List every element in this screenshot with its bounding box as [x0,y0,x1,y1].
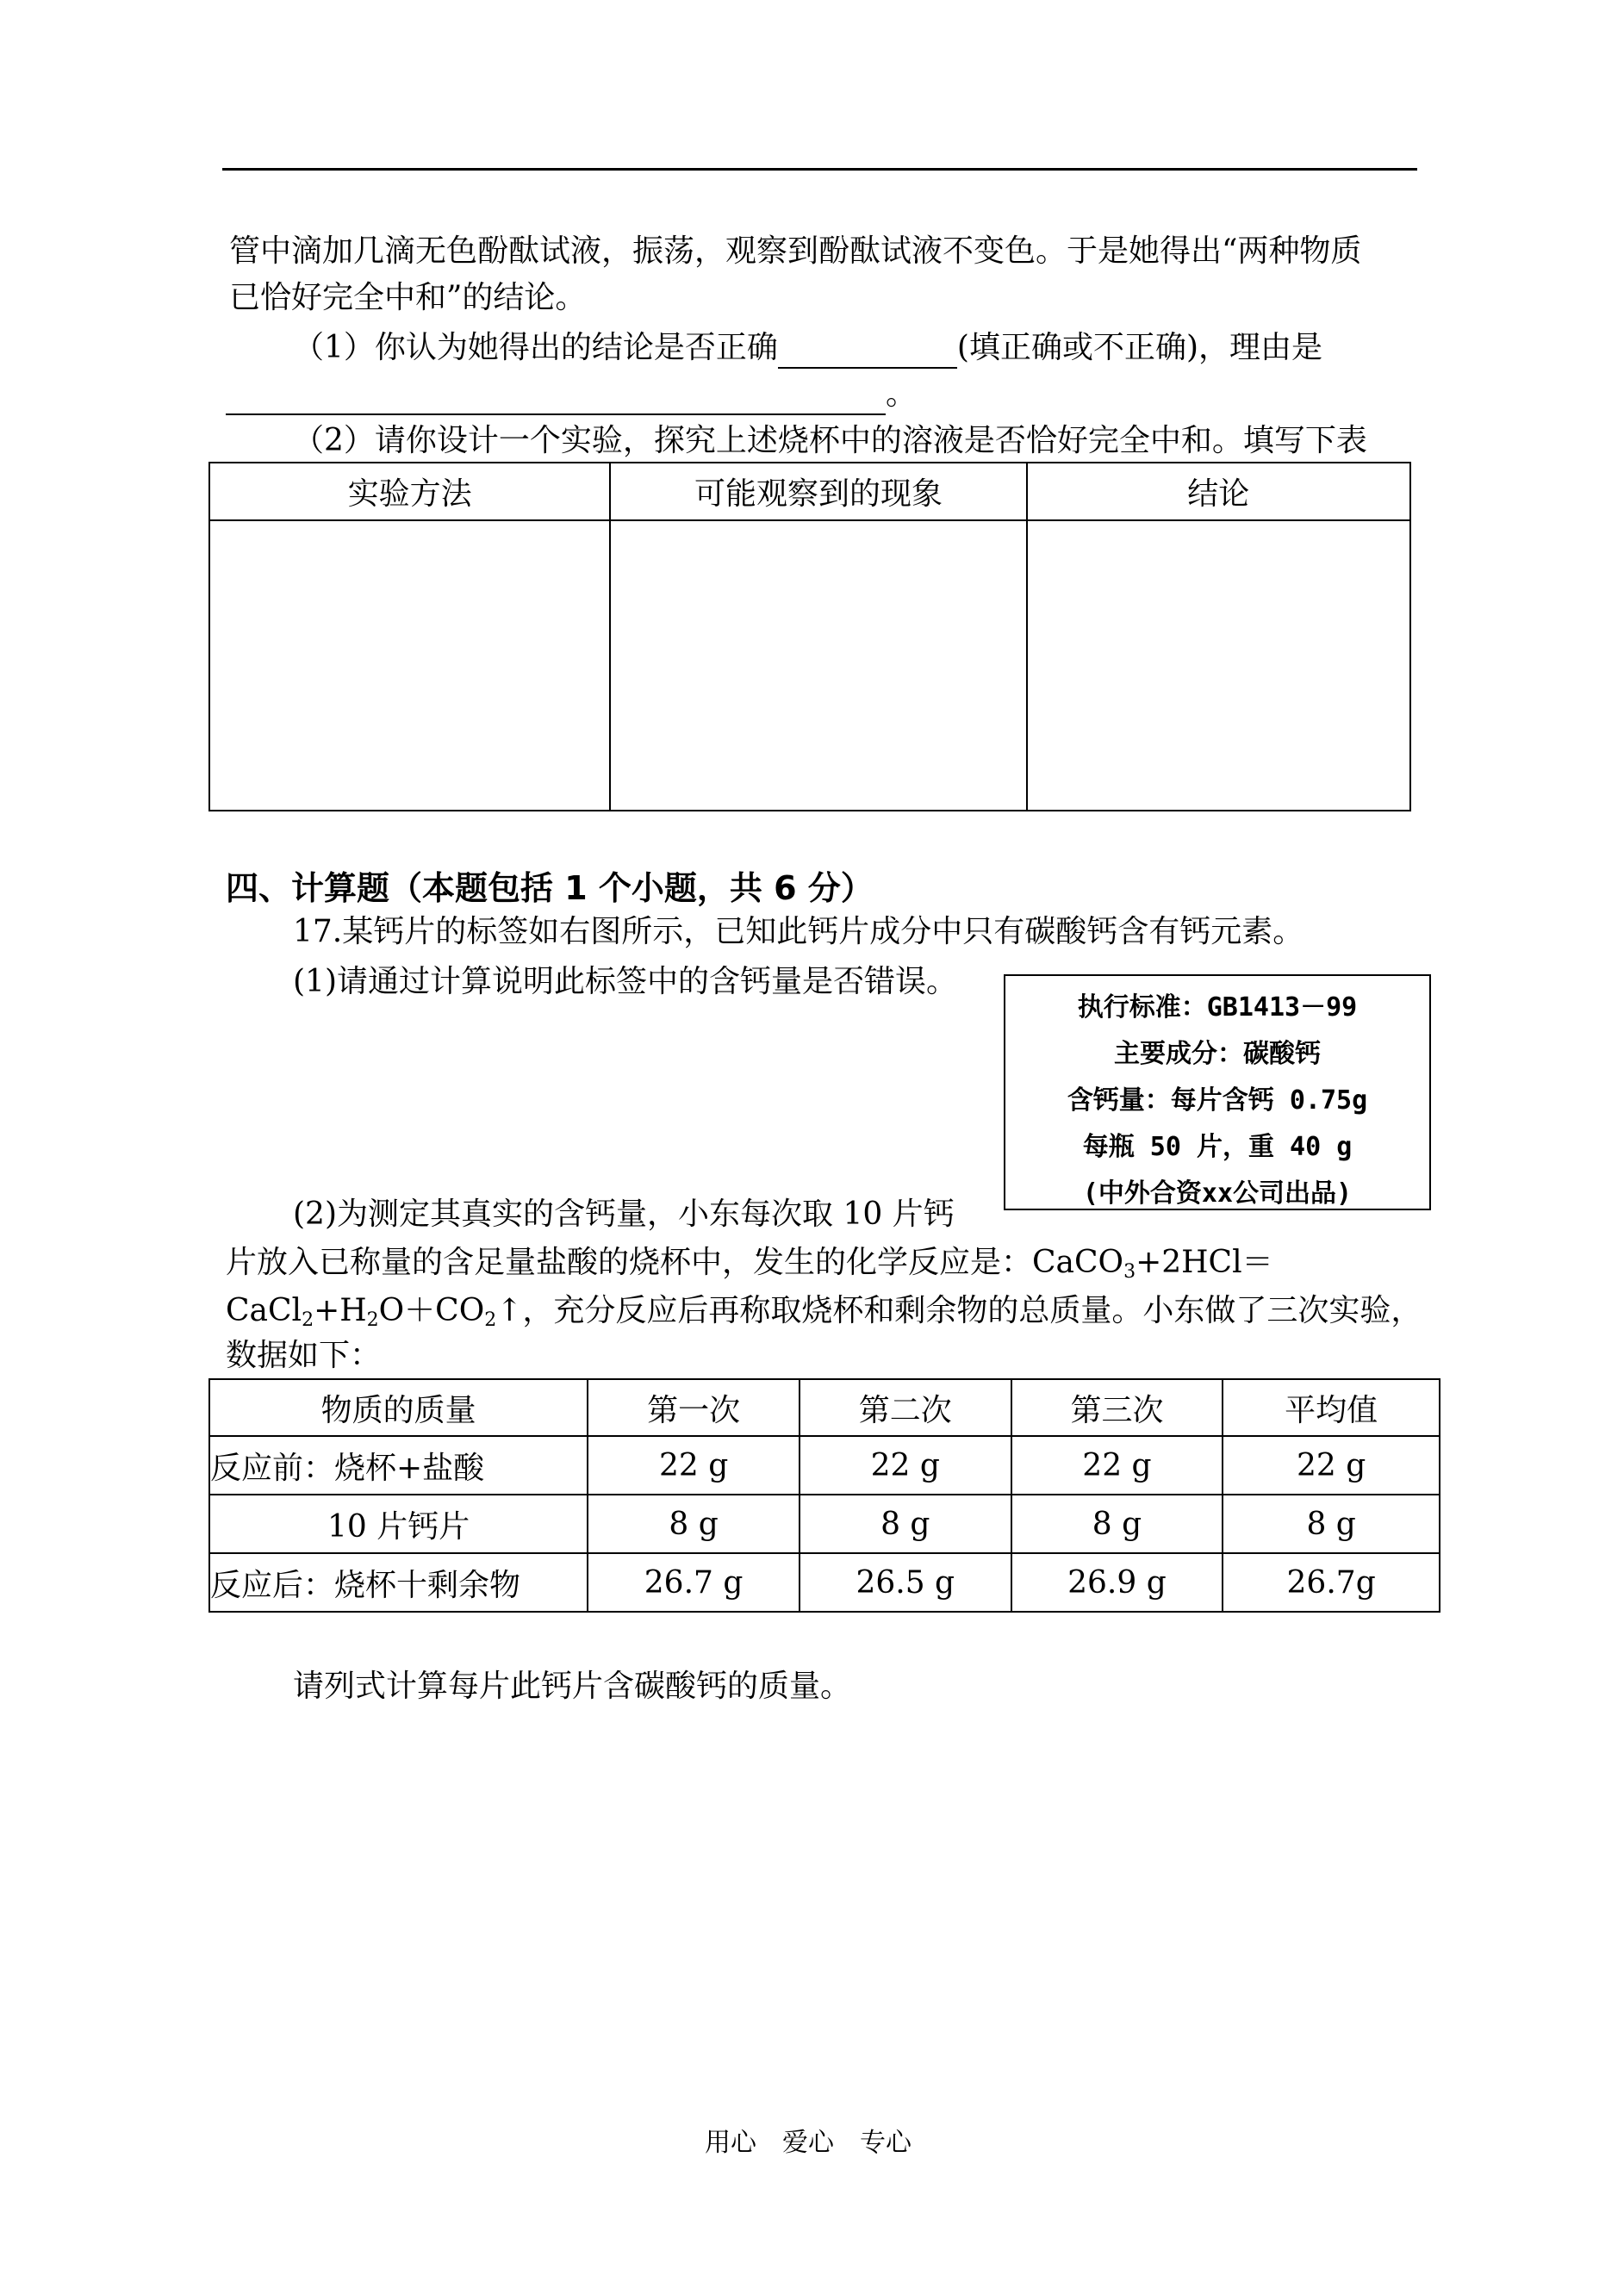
question-2: （2）请你设计一个实验，探究上述烧杯中的溶液是否恰好完全中和。填写下表 [293,423,1367,458]
cell-value: 8 g [1223,1495,1440,1553]
cell-value: 22 g [1011,1436,1223,1495]
reaction-line-1 [226,1244,1273,1282]
question-1-text: （1）你认为她得出的结论是否正确 [293,330,778,365]
experiment-table [208,462,1411,811]
label-standard: 执行标准：GB1413－99 [1077,992,1358,1023]
row-label: 反应前：烧杯+盐酸 [209,1436,588,1495]
table-row [209,1436,1440,1495]
reason-line-end: 。 [886,376,918,412]
subscript-cacl: 2 [302,1309,314,1331]
header-method: 实验方法 [209,463,610,520]
reaction-text: 片放入已称量的含足量盐酸的烧杯中，发生的化学反应是：CaCO [226,1245,1124,1280]
cell-value: 26.9 g [1011,1553,1223,1612]
o-co-text: O＋CO [378,1293,485,1328]
row-label: 10 片钙片 [209,1495,588,1553]
page-footer: 用心 爱心 专心 [705,2128,912,2158]
paragraph-line-1: 管中滴加几滴无色酚酞试液，振荡，观察到酚酞试液不变色。于是她得出“两种物质 [229,233,1362,269]
table-row [209,1553,1440,1612]
question-17: 17.某钙片的标签如右图所示，已知此钙片成分中只有碳酸钙含有钙元素。 [293,914,1304,949]
phenomenon-cell[interactable] [610,520,1026,811]
header-rule [222,168,1417,171]
answer-blank-2[interactable] [226,376,886,415]
header-trial-3: 第三次 [1011,1379,1223,1436]
question-17-1: (1)请通过计算说明此标签中的含钙量是否错误。 [293,964,957,999]
answer-blank-1[interactable] [778,329,957,369]
reaction-hcl: +2HCl＝ [1136,1245,1273,1280]
cell-value: 22 g [588,1436,800,1495]
header-trial-1: 第一次 [588,1379,800,1436]
cell-value: 22 g [800,1436,1011,1495]
cell-value: 8 g [1011,1495,1223,1553]
header-phenomenon: 可能观察到的现象 [610,463,1026,520]
section-heading: 四、计算题（本题包括 1 个小题，共 6 分） [226,869,874,907]
question-1-hint: (填正确或不正确)，理由是 [956,330,1322,365]
table-row [209,1495,1440,1553]
reaction-rest: ↑，充分反应后再称取烧杯和剩余物的总质量。小东做了三次实验， [496,1293,1422,1328]
header-average: 平均值 [1223,1379,1440,1436]
label-bottle: 每瓶 50 片，重 40 g [1082,1132,1353,1162]
header-conclusion: 结论 [1027,463,1410,520]
cell-value: 26.7 g [588,1553,800,1612]
cacl-text: CaCl [226,1293,302,1328]
experiment-table-header [209,463,1410,520]
header-trial-2: 第二次 [800,1379,1011,1436]
calcium-label [1004,974,1431,1210]
cell-value: 22 g [1223,1436,1440,1495]
cell-value: 26.7g [1223,1553,1440,1612]
subscript-co2: 2 [484,1309,497,1331]
h-text: +H [314,1293,367,1328]
label-calcium-content: 含钙量：每片含钙 0.75g [1067,1085,1368,1116]
cell-value: 8 g [588,1495,800,1553]
paragraph-line-2: 已恰好完全中和”的结论。 [229,280,587,315]
mass-table-header [209,1379,1440,1436]
question-17-2: (2)为测定其真实的含钙量，小东每次取 10 片钙 [293,1197,955,1232]
final-question: 请列式计算每片此钙片含碳酸钙的质量。 [293,1669,852,1704]
reason-line [226,376,917,415]
question-1 [293,329,1322,369]
label-manufacturer: (中外合资xx公司出品) [1082,1178,1353,1209]
cell-value: 26.5 g [800,1553,1011,1612]
mass-data-table [208,1378,1440,1613]
label-ingredient: 主要成分：碳酸钙 [1114,1039,1321,1069]
reaction-line-2 [226,1292,1422,1330]
conclusion-cell[interactable] [1027,520,1410,811]
subscript-3: 3 [1123,1261,1136,1283]
header-mass: 物质的质量 [209,1379,588,1436]
data-intro: 数据如下： [226,1338,382,1373]
subscript-h2: 2 [366,1309,379,1331]
row-label: 反应后：烧杯十剩余物 [209,1553,588,1612]
experiment-table-row [209,520,1410,811]
method-cell[interactable] [209,520,610,811]
cell-value: 8 g [800,1495,1011,1553]
